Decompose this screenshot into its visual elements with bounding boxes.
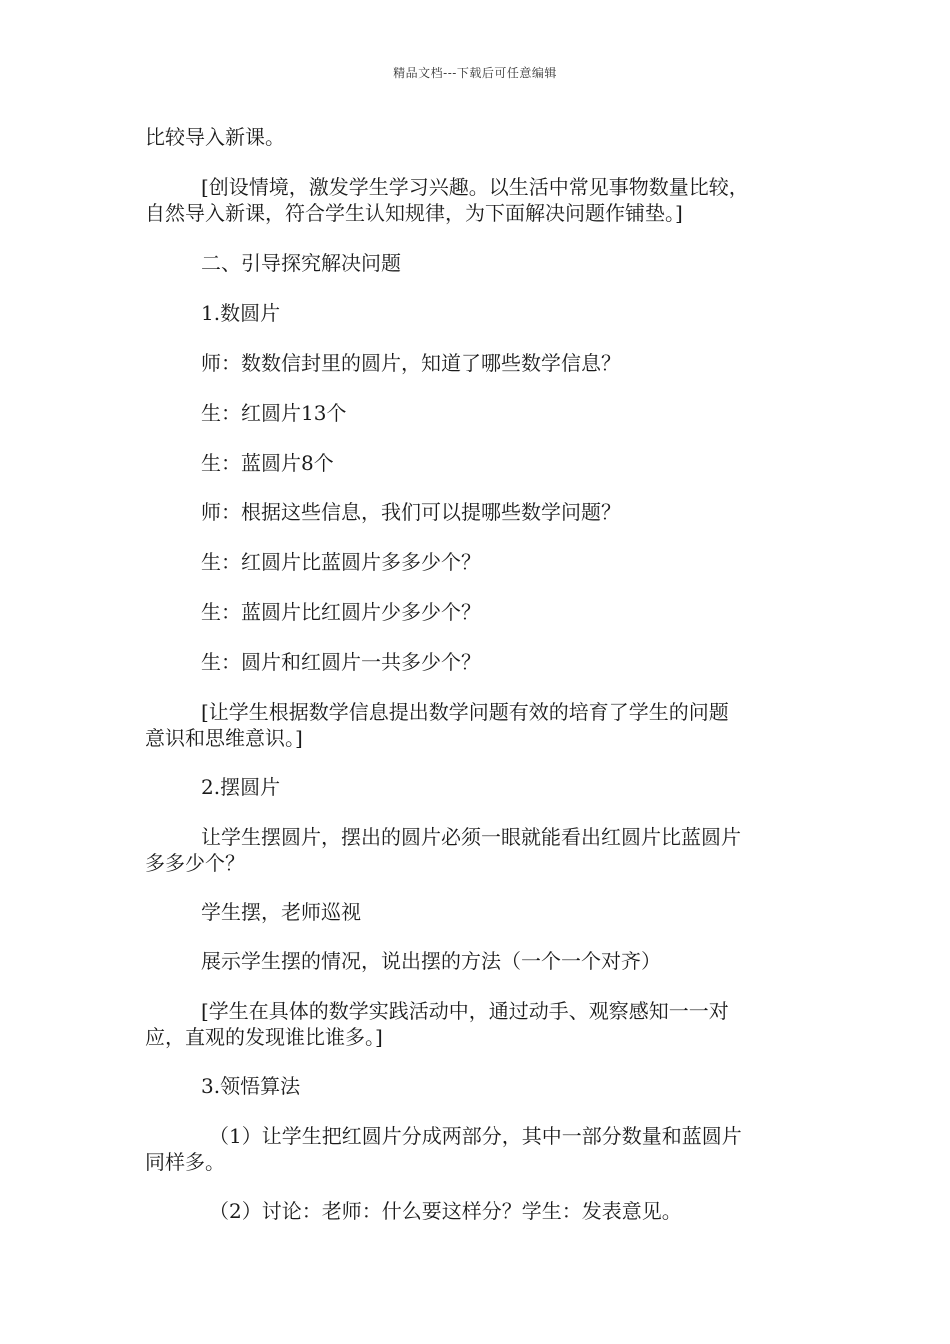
paragraph: 学生摆，老师巡视 [201, 900, 361, 924]
dialogue-line: 师：根据这些信息，我们可以提哪些数学问题？ [201, 500, 621, 524]
subheading-2: 2.摆圆片 [201, 775, 281, 799]
section-heading-2: 二、引导探究解决问题 [201, 251, 401, 275]
note-paragraph-line-2: 应，直观的发现谁比谁多。] [145, 1025, 383, 1049]
paragraph-1: 比较导入新课。 [145, 125, 285, 149]
dialogue-line: 生：红圆片13个 [201, 401, 347, 425]
paragraph-2-line-2: 自然导入新课，符合学生认知规律，为下面解决问题作铺垫。] [145, 201, 683, 225]
note-paragraph-line-1: [让学生根据数学信息提出数学问题有效的培育了学生的问题 [201, 700, 729, 724]
subheading-3: 3.领悟算法 [201, 1074, 301, 1098]
page-header: 精品文档---下载后可任意编辑 [393, 66, 557, 80]
paragraph-line-1: 让学生摆圆片，摆出的圆片必须一眼就能看出红圆片比蓝圆片 [201, 825, 741, 849]
paragraph-line-1: （1）让学生把红圆片分成两部分，其中一部分数量和蓝圆片 [209, 1124, 742, 1148]
dialogue-line: 生：蓝圆片8个 [201, 451, 334, 475]
subheading-1: 1.数圆片 [201, 301, 281, 325]
dialogue-line: 师：数数信封里的圆片，知道了哪些数学信息？ [201, 351, 621, 375]
paragraph: （2）讨论：老师：什么要这样分？学生：发表意见。 [209, 1199, 682, 1223]
paragraph: 展示学生摆的情况，说出摆的方法（一个一个对齐） [201, 949, 661, 973]
paragraph-line-2: 多多少个？ [145, 851, 245, 875]
paragraph-line-2: 同样多。 [145, 1150, 225, 1174]
dialogue-line: 生：蓝圆片比红圆片少多少个？ [201, 600, 481, 624]
note-paragraph-line-1: [学生在具体的数学实践活动中，通过动手、观察感知一一对 [201, 999, 729, 1023]
dialogue-line: 生：红圆片比蓝圆片多多少个？ [201, 550, 481, 574]
dialogue-line: 生：圆片和红圆片一共多少个？ [201, 650, 481, 674]
note-paragraph-line-2: 意识和思维意识。] [145, 726, 303, 750]
paragraph-2-line-1: [创设情境，激发学生学习兴趣。以生活中常见事物数量比较， [201, 175, 749, 199]
